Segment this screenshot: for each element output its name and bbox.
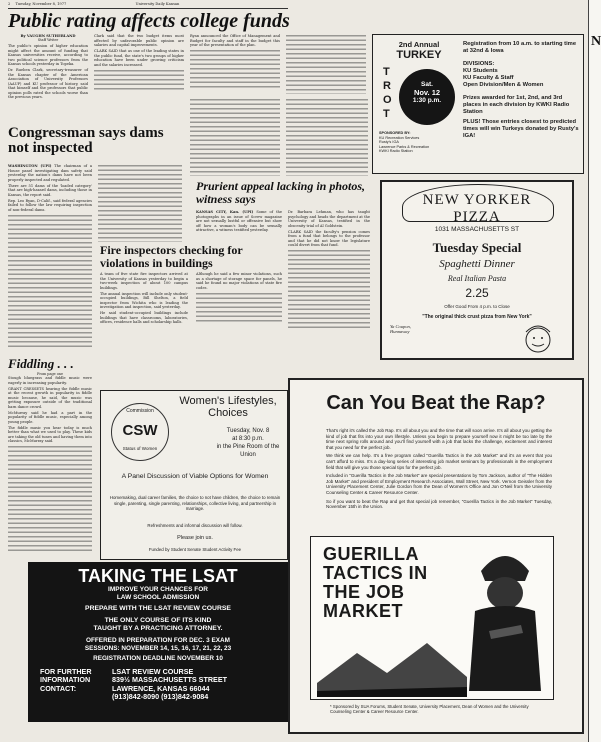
- special-item: Spaghetti Dinner: [439, 258, 515, 270]
- masthead-paper: University Daily Kansan: [135, 2, 180, 6]
- sponsors: SPONSORED BY: KU Recreation Services Rusty's IGA Lawrence Parks & Recreation KWKI Radio Station: [379, 131, 430, 154]
- rap-body: That's right it's called the Job Rap. It's all about you and the time that will soon arrive. It's all about you getting the kind of job that fits into your own lifestyle. Unless you begin to prepare yourself now it might be too late by the time next spring rolls around and you'll find yourself with a job that lacks the challenge, excitement and interest that you need for the perfect job. We think we can help. It's a free program called "Guerilla Tactics in the Job Market" and it's an event that you can't afford to miss. It's a day-long series of interesting job market seminars by professionals in the employment field that will give you those special tips for the perfect job. Included in "Guerilla Tactics in the Job Market" are special presentations by Tom Jackson, author of "The Hidden Job Market" and president of Employment Research Associates, Wall Street, New York. Vernon Geissler from the University Placement Center, Julie Gordon from the Dean of Women's Office and Jon O'Neil from the University Counseling Center & Career Resource Center. So if you want to beat the Rap and get that special job remember, "Guerilla Tactics in the Job Market" Tuesday, November 15th in the Union.: [326, 428, 552, 510]
- turkey-title: TURKEY: [396, 49, 442, 61]
- headline-fiddling: Fiddling . . .: [8, 356, 74, 371]
- ad-title: Women's Lifestyles, Choices: [179, 395, 277, 419]
- paragraph: The chairman of a House panel investigating dam safety said yesterday the nation's dams have not been properly inspected and regulated.: [8, 164, 92, 182]
- pizza-name: NEW YORKER PIZZA: [422, 192, 532, 225]
- article-public-rating-col4: [286, 34, 366, 94]
- page-number: 2: [8, 2, 11, 6]
- paragraph: He said student-occupied buildings include buildings that have classrooms, laboratories, offices, residence halls and scholarship halls.: [100, 311, 188, 324]
- masthead-date: Tuesday, November 8, 1977: [15, 2, 67, 6]
- ad-new-yorker-pizza: NEW YORKER PIZZA 1031 MASSACHUSETTS ST Tuesday Special Spaghetti Dinner Real Italian Pasta 2.25 Offer Good From 4 p.m. to Close "The original thick crust pizza from New York" Ya Coupon, Hunnaway: [380, 180, 574, 360]
- special-day: Tuesday Special: [432, 240, 522, 255]
- trot-vertical: T R O T: [383, 66, 392, 120]
- paragraph: Although he said a few minor violations, such as a shortage of storage space for panels, he said he found no major violations of state fire codes.: [196, 272, 282, 290]
- lsat-further: FOR FURTHER INFORMATION CONTACT:: [40, 666, 92, 693]
- headline-fire-inspectors: Fire inspectors checking for violations in buildings: [100, 243, 243, 270]
- ad-panel: A Panel Discussion of Viable Options for Women: [121, 473, 269, 480]
- article-continuation: [286, 98, 368, 176]
- pizza-tagline: "The original thick crust pizza from New York": [422, 314, 532, 320]
- book-title: GUERILLA TACTICS IN THE JOB MARKET: [323, 544, 428, 621]
- article-public-rating-col1: [8, 34, 88, 101]
- dateline: KANSAS CITY, Kan. (UPI): [196, 210, 254, 214]
- paragraph: Some of the photographs in an issue of Screw magazine are not sexually lustful or offensive but show off how a woman's body can be sexually attractive, a witness testified yesterday.: [196, 210, 282, 232]
- byline-role: Staff Writer: [37, 38, 59, 42]
- article-prurient-col2: [288, 210, 370, 329]
- rap-headline: Can You Beat the Rap?: [326, 392, 546, 414]
- article-congressman-col2: [98, 164, 182, 242]
- masthead-rule: [8, 8, 288, 9]
- registration: Registration from 10 a.m. to starting time at 32nd & Iowa: [463, 41, 577, 54]
- paragraph: CLARK SAID that as one of the leading states in the public fund, the state's two groups of higher education have been under growing criticism and the salaries increased.: [94, 49, 184, 67]
- lsat-contact: LSAT REVIEW COURSE 839½ MASSACHUSETTS STREET LAWRENCE, KANSAS 66044 (913)842-8090 (913)842-9084: [112, 666, 228, 702]
- masthead: [8, 2, 278, 7]
- rap-sponsor-note: * Sponsored by SUA Forums, Student Senate, University Placement, Dean of Women and the University Counseling Center & Career Resource Center.: [330, 704, 529, 715]
- byline: By VAUGHN SUTHERLAND: [20, 34, 76, 38]
- next-page-edge: [588, 0, 601, 742]
- prizes: Prizes awarded for 1st, 2nd, and 3rd places in each division by KWKI Radio Station: [463, 95, 570, 115]
- book-cover-illustration: [310, 536, 554, 700]
- paragraph: Dr. Barbara Lehman, who has taught psychology and heads the department at the University of Kansas, testified in the obscenity trial of Al Goldstein.: [288, 210, 370, 228]
- paragraph: McMurray said he had a part in the popularity of fiddle music, especially among young people.: [8, 410, 92, 424]
- lsat-deadline: REGISTRATION DEADLINE NOVEMBER 10: [93, 655, 223, 662]
- paragraph: Ryan announced the Office of Management and Budget for faculty and staff in the budget this year of the presentation of the plan.: [190, 34, 280, 47]
- ad-description: Homemaking, dual career families, the choice to not have children, the choice to remain single, parenting, single parenting, relationships, collective living, and partnership in marriage.: [109, 495, 281, 511]
- ad-turkey-trot: 2nd Annual TURKEY T R O T Sat. Nov. 12 1:30 p.m. SPONSORED BY: KU Recreation Services Rusty's IGA Lawrence Parks & Recreation KWKI Radio Station Registration from 10 a.m. to starting time at 32nd & Iowa DIVISIONS: KU Students KU Faculty & Staff Open Division/Men & Women Prizes awarded for 1st, 2nd, and 3rd places in each division by KWKI Radio Station PLUS! Those entries closest to predicted times will win Turkeys donated by Rusty's IGA!: [372, 34, 584, 174]
- ad-lsat: TAKING THE LSAT IMPROVE YOUR CHANCES FOR LAW SCHOOL ADMISSION PREPARE WITH THE LSAT REVIEW COURSE THE ONLY COURSE OF ITS KIND TAUGHT BY A PRACTICING ATTORNEY. OFFERED IN PREPARATION FOR DEC. 3 EXAM SESSIONS: NOVEMBER 14, 15, 16, 17, 21, 22, 23 REGISTRATION DEADLINE NOVEMBER 10 FOR FURTHER INFORMATION CONTACT: LSAT REVIEW COURSE 839½ MASSACHUSETTS STREET LAWRENCE, KANSAS 66044 (913)842-8090 (913)842-9084: [28, 562, 288, 722]
- turkey-details: Registration from 10 a.m. to starting time at 32nd & Iowa DIVISIONS: KU Students KU Faculty & Staff Open Division/Men & Women Prizes awarded for 1st, 2nd, and 3rd places in each division by KWKI Radio Station PLUS! Those entries closest to predicted times will win Turkeys donated by Rusty's IGA!: [463, 41, 579, 139]
- lsat-prepare: PREPARE WITH THE LSAT REVIEW COURSE: [85, 605, 231, 612]
- paragraph: A team of five state fire inspectors arrived at the University of Kansas yesterday to begin a two-week inspection of about 100 campus buildings.: [100, 272, 188, 290]
- soldier-icon: [461, 541, 549, 691]
- edge-letter: N: [591, 34, 601, 49]
- landscape-illustration: [317, 633, 467, 697]
- article-fire-col2: [196, 272, 282, 324]
- csw-logo: Commission CSW Status of Women: [111, 403, 169, 461]
- paragraph: There are 51 dams of the 'loaded category' that are high-hazard dams, including those in Kansas, the report said.: [8, 183, 92, 197]
- article-continuation: [190, 98, 280, 176]
- date-badge: Sat. Nov. 12 1:30 p.m.: [399, 69, 455, 125]
- article-fire-col1: [100, 272, 188, 326]
- headline-public-rating: Public rating affects college funds: [8, 10, 290, 32]
- ad-beat-the-rap: [288, 378, 584, 734]
- paragraph: The annual inspection will include only student-occupied buildings, Bill Shelton, a field inspector from Wichita who is leading the investigation and inspection, said yesterday.: [100, 291, 188, 309]
- ad-womens-lifestyles: [100, 390, 288, 560]
- offer: Offer Good From 4 p.m. to Close: [444, 304, 510, 309]
- paragraph: Stough bluegrass and fiddle music were eagerly in increasing popularity.: [8, 376, 92, 385]
- article-public-rating-col3: [190, 34, 280, 89]
- ad-event-details: Tuesday, Nov. 8 at 8:30 p.m. in the Pine Room of the Union: [216, 428, 280, 458]
- paragraph: CLARK SAID the faculty's pension comes from a fund that belongs to the professor and that he did not know the legislature could divert from that fund.: [288, 229, 370, 247]
- ad-join: Please join us.: [177, 535, 213, 541]
- plus: PLUS! Those entries closest to predicted times will win Turkeys donated by Rusty's IGA!: [463, 119, 579, 139]
- paragraph: Rep. Leo Ryan, D-Calif., said federal agencies failed to follow the law requiring inspection of non-federal dams.: [8, 198, 92, 212]
- article-prurient-col1: [196, 210, 282, 234]
- pizza-address: 1031 MASSACHUSETTS ST: [434, 226, 520, 233]
- paragraph: GRANT CRESSETS hearing the fiddle music at the recent growth in popularity in fiddle music because, he said, the music was getting exposure outside of the traditional barn dance crowd.: [8, 386, 92, 409]
- special-price: 2.25: [465, 286, 489, 300]
- article-public-rating-col2: [94, 34, 184, 91]
- paragraph: The public's opinion of higher education might affect the amount of funding that Kansas universities receive, according to two political science professors from the Kansas schools yesterday in Topeka.: [8, 44, 88, 66]
- headline-congressman: Congressman says dams not inspected: [8, 125, 164, 156]
- article-fiddling-col1: [8, 372, 92, 553]
- coupon-text: Ya Coupon, Hunnaway: [390, 324, 411, 334]
- paragraph: Dr. Rueben Clark, secretary-treasurer of the Kansas chapter of the American Association of University Professors (AAUP) and KU professor of history, said that himself and the professors that public opinion polls rated the schools worse than the previous years.: [8, 68, 88, 99]
- ad-funded: Funded by Student Senate Student Activity Fee: [148, 547, 242, 552]
- chef-illustration-icon: [510, 322, 566, 358]
- jump-line: From page one: [37, 372, 63, 376]
- paragraph: The fiddle music you hear today is much better than what we used to play. These kids are taking the old tunes and having them into classics, McMurray said.: [8, 425, 92, 443]
- paragraph: Clark said that the two budget items most affected by unfavorable public opinion are salaries and capital improvements.: [94, 34, 184, 47]
- ad-refreshments: Refreshments and informal discussion will follow.: [147, 523, 243, 528]
- article-congressman-col1: [8, 164, 92, 349]
- dateline: WASHINGTON (UPI): [8, 164, 52, 168]
- lsat-title: TAKING THE LSAT: [78, 566, 238, 586]
- headline-prurient: Prurient appeal lacking in photos, witness says: [196, 179, 366, 206]
